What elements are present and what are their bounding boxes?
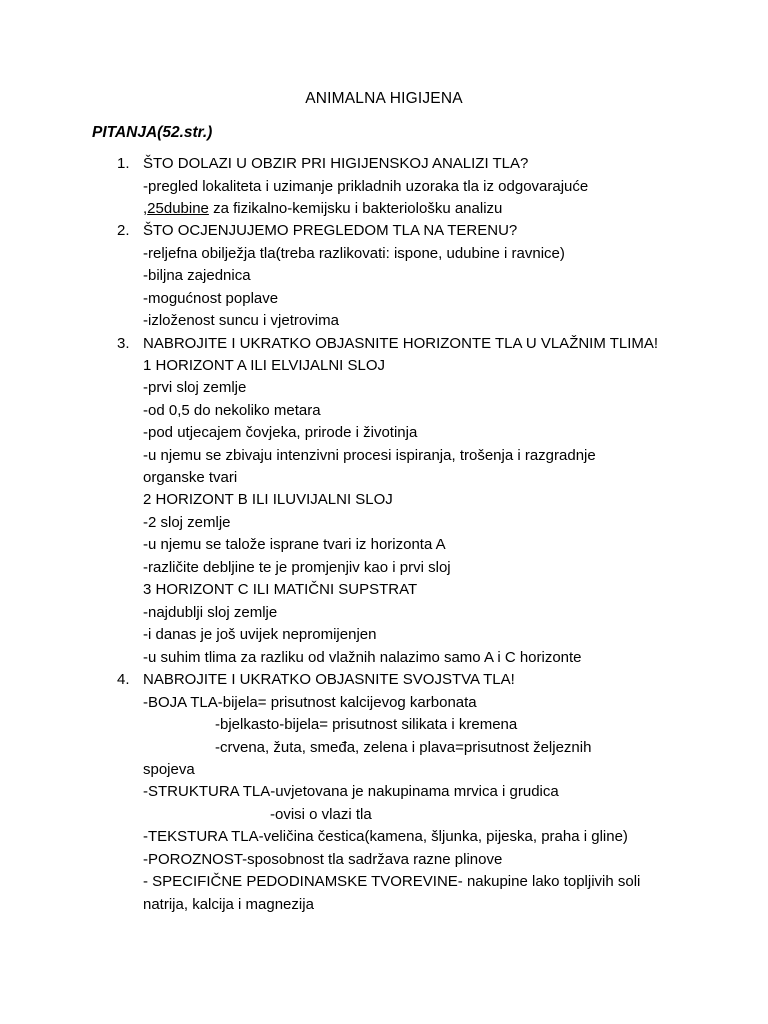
question-text: ŠTO DOLAZI U OBZIR PRI HIGIJENSKOJ ANALIZI TLA? <box>143 155 529 172</box>
question-number: 3. <box>117 335 130 352</box>
answer-line: -ovisi o vlazi tla <box>270 806 372 823</box>
answer-line: -2 sloj zemlje <box>143 514 231 531</box>
answer-line: -pregled lokaliteta i uzimanje prikladnih uzoraka tla iz odgovarajuće <box>143 178 589 195</box>
answer-line: -u njemu se talože isprane tvari iz horizonta A <box>143 536 446 553</box>
answer-line: -prvi sloj zemlje <box>143 379 247 396</box>
answer-line: -bjelkasto-bijela= prisutnost silikata i kremena <box>215 716 518 733</box>
question-text: NABROJITE I UKRATKO OBJASNITE HORIZONTE TLA U VLAŽNIM TLIMA! <box>143 335 659 352</box>
answer-line: 2 HORIZONT B ILI ILUVIJALNI SLOJ <box>143 491 393 508</box>
answer-line: natrija, kalcija i magnezija <box>143 896 314 913</box>
line-prefix: , <box>143 200 148 217</box>
underlined-text: 25dubine <box>147 200 209 217</box>
line-text: za fizikalno-kemijsku i bakteriološku analizu <box>208 200 503 217</box>
question-4 <box>117 671 515 689</box>
answer-line <box>143 200 502 218</box>
answer-line: -crvena, žuta, smeđa, zelena i plava=prisutnost željeznih <box>215 739 592 756</box>
question-text: ŠTO OCJENJUJEMO PREGLEDOM TLA NA TERENU? <box>143 222 518 239</box>
answer-line: -reljefna obilježja tla(treba razlikovati: ispone, udubine i ravnice) <box>143 245 565 262</box>
question-1 <box>117 155 529 173</box>
answer-line: -STRUKTURA TLA-uvjetovana je nakupinama mrvica i grudica <box>143 783 559 800</box>
answer-line: -u suhim tlima za razliku od vlažnih nalazimo samo A i C horizonte <box>143 649 582 666</box>
question-number: 1. <box>117 155 130 172</box>
question-number: 2. <box>117 222 130 239</box>
question-number: 4. <box>117 671 130 688</box>
answer-line: -i danas je još uvijek nepromijenjen <box>143 626 377 643</box>
answer-line: -biljna zajednica <box>143 267 251 284</box>
answer-line: 1 HORIZONT A ILI ELVIJALNI SLOJ <box>143 357 386 374</box>
answer-line: organske tvari <box>143 469 238 486</box>
answer-line: -pod utjecajem čovjeka, prirode i životinja <box>143 424 418 441</box>
answer-line: -različite debljine te je promjenjiv kao i prvi sloj <box>143 559 451 576</box>
answer-line: -mogućnost poplave <box>143 290 279 307</box>
document-subtitle: PITANJA(52.str.) <box>92 124 213 141</box>
answer-line: 3 HORIZONT C ILI MATIČNI SUPSTRAT <box>143 581 418 598</box>
answer-line: -od 0,5 do nekoliko metara <box>143 402 321 419</box>
question-2 <box>117 222 518 240</box>
answer-line: -TEKSTURA TLA-veličina čestica(kamena, šljunka, pijeska, praha i gline) <box>143 828 628 845</box>
question-text: NABROJITE I UKRATKO OBJASNITE SVOJSTVA TLA! <box>143 671 515 688</box>
document-title: ANIMALNA HIGIJENA <box>305 90 463 107</box>
answer-line: -u njemu se zbivaju intenzivni procesi ispiranja, trošenja i razgradnje <box>143 447 596 464</box>
answer-line: spojeva <box>143 761 195 778</box>
answer-line: -BOJA TLA-bijela= prisutnost kalcijevog karbonata <box>143 694 477 711</box>
answer-line: -najdublji sloj zemlje <box>143 604 278 621</box>
question-3 <box>117 335 659 353</box>
answer-line: - SPECIFIČNE PEDODINAMSKE TVOREVINE- nakupine lako topljivih soli <box>143 873 641 890</box>
answer-line: -POROZNOST-sposobnost tla sadržava razne plinove <box>143 851 503 868</box>
answer-line: -izloženost suncu i vjetrovima <box>143 312 339 329</box>
